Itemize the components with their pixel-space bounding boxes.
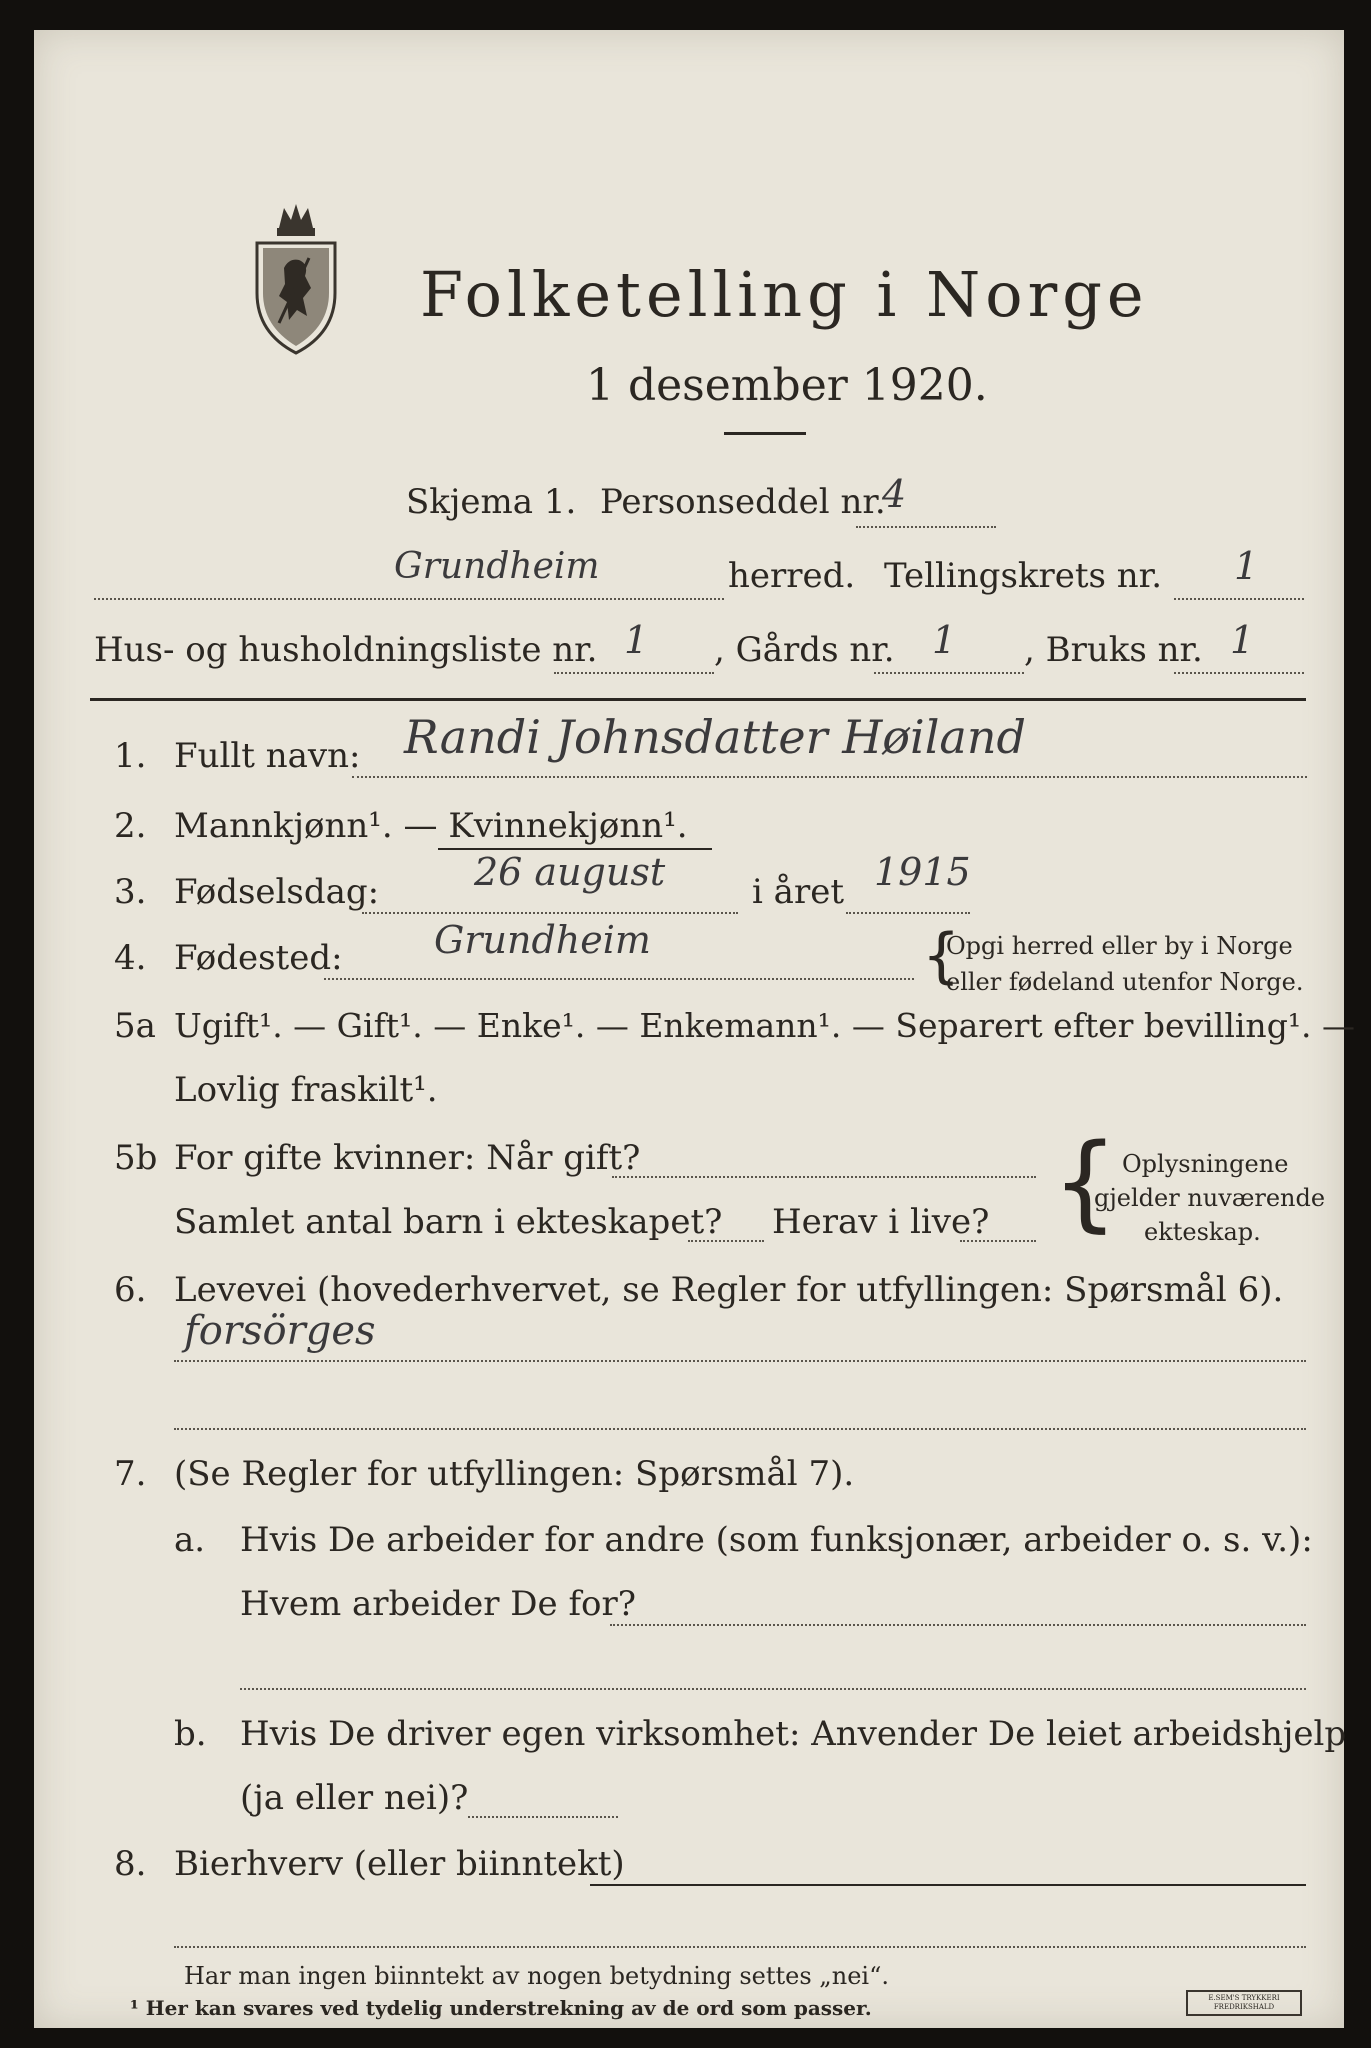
q4-number: 4. [114,938,147,978]
q3-number: 3. [114,872,147,912]
q5b-label-line2: Samlet antal barn i ekteskapet? [174,1202,723,1242]
birthplace-value: Grundheim [434,918,651,962]
no-income-note: Har man ingen biinntekt av nogen betydning settes „nei“. [184,1962,889,1990]
marital-status-options: Ugift¹. — Gift¹. — Enke¹. — Enkemann¹. — Separert efter bevilling¹. — [174,1006,1356,1045]
gards-label: , Gårds nr. [714,630,895,670]
q5b-note-brace: { [1052,1121,1119,1243]
norwegian-coat-of-arms-icon [249,198,344,358]
q5b-note-line3: ekteskap. [1144,1218,1261,1246]
q7a-label-line2: Hvem arbeider De for? [240,1584,636,1624]
q1-label: Fullt navn: [174,736,361,776]
q5b-label-line2b: Herav i live? [772,1202,990,1242]
q4-note-line2: eller fødeland utenfor Norge. [946,968,1304,996]
herred-line [94,598,724,600]
q6-number: 6. [114,1270,147,1310]
hired-help-line [468,1816,618,1818]
q8-number: 8. [114,1844,147,1884]
q4-line [324,978,914,980]
gards-line [874,672,1024,674]
marital-status-options-cont: Lovlig fraskilt¹. [174,1070,438,1110]
children-alive-line [960,1240,1036,1242]
occupation-line-1 [174,1360,1306,1362]
q3-year-label: i året [752,872,844,912]
side-income-line-2 [174,1946,1306,1948]
skjema-label: Skjema 1. [406,482,577,522]
q5a-number: 5a [114,1006,156,1046]
husliste-label: Hus- og husholdningsliste nr. [94,630,598,670]
footnote: ¹ Her kan svares ved tydelig understrekning av de ord som passer. [130,1996,872,2020]
bruks-value: 1 [1230,618,1255,662]
children-count-line [688,1240,764,1242]
q2-number: 2. [114,806,147,846]
employer-line-1 [610,1624,1306,1626]
q7-label: (Se Regler for utfyllingen: Spørsmål 7). [174,1454,855,1494]
census-form-sheet [34,30,1356,2028]
q8-label: Bierhverv (eller biinntekt) [174,1844,625,1884]
q1-line [352,776,1307,778]
full-name-value: Randi Johnsdatter Høiland [404,710,1026,764]
printer-stamp: E.SEM'S TRYKKERI FREDRIKSHALD [1186,1990,1302,2016]
q3-year-line [846,912,970,914]
q7b-label-line1: Hvis De driver egen virksomhet: Anvender De leiet arbeidshjelp [240,1714,1347,1754]
q7a-label-line1: Hvis De arbeider for andre (som funksjonær, arbeider o. s. v.): [240,1520,1313,1560]
q7-number: 7. [114,1454,147,1494]
q1-number: 1. [114,736,147,776]
q3-line [362,912,738,914]
q5b-note-line1: Oplysningene [1122,1150,1289,1178]
gender-options: Mannkjønn¹. — Kvinnekjønn¹. [174,806,688,846]
birthday-value: 26 august [474,850,666,894]
personseddel-line [856,526,996,528]
occupation-line-2 [174,1428,1306,1430]
husliste-value: 1 [624,618,649,662]
q4-label: Fødested: [174,938,343,978]
form-title: Folketelling i Norge [420,258,1149,331]
q4-note-line1: Opgi herred eller by i Norge [946,932,1293,960]
herred-label: herred. [728,556,856,596]
q5b-note-line2: gjelder nuværende [1094,1184,1326,1212]
q3-label: Fødselsdag: [174,872,380,912]
q7a-letter: a. [174,1520,206,1560]
gards-value: 1 [932,618,957,662]
employer-line-2 [240,1688,1306,1690]
q5b-label-line1: For gifte kvinner: Når gift? [174,1138,641,1178]
q6-label: Levevei (hovederhvervet, se Regler for utfyllingen: Spørsmål 6). [174,1270,1284,1310]
bruks-line [1174,672,1304,674]
tellingskrets-line [1174,598,1304,600]
q4-note-brace: { [922,921,961,991]
herred-value: Grundheim [394,546,600,587]
married-when-line [612,1176,1036,1178]
q7b-label-line2: (ja eller nei)? [240,1778,469,1818]
husliste-line [554,672,714,674]
personseddel-label: Personseddel nr. [600,482,886,522]
bruks-label: , Bruks nr. [1024,630,1203,670]
census-date: 1 desember 1920. [586,360,988,411]
occupation-value: forsörges [184,1308,376,1354]
title-divider [724,432,806,435]
header-divider [90,698,1306,701]
q7b-letter: b. [174,1714,207,1754]
side-income-line-1 [590,1884,1306,1886]
q5b-number: 5b [114,1138,158,1178]
birth-year-value: 1915 [874,850,971,894]
personseddel-value: 4 [882,472,907,516]
tellingskrets-label: Tellingskrets nr. [884,556,1163,596]
tellingskrets-value: 1 [1234,544,1259,588]
